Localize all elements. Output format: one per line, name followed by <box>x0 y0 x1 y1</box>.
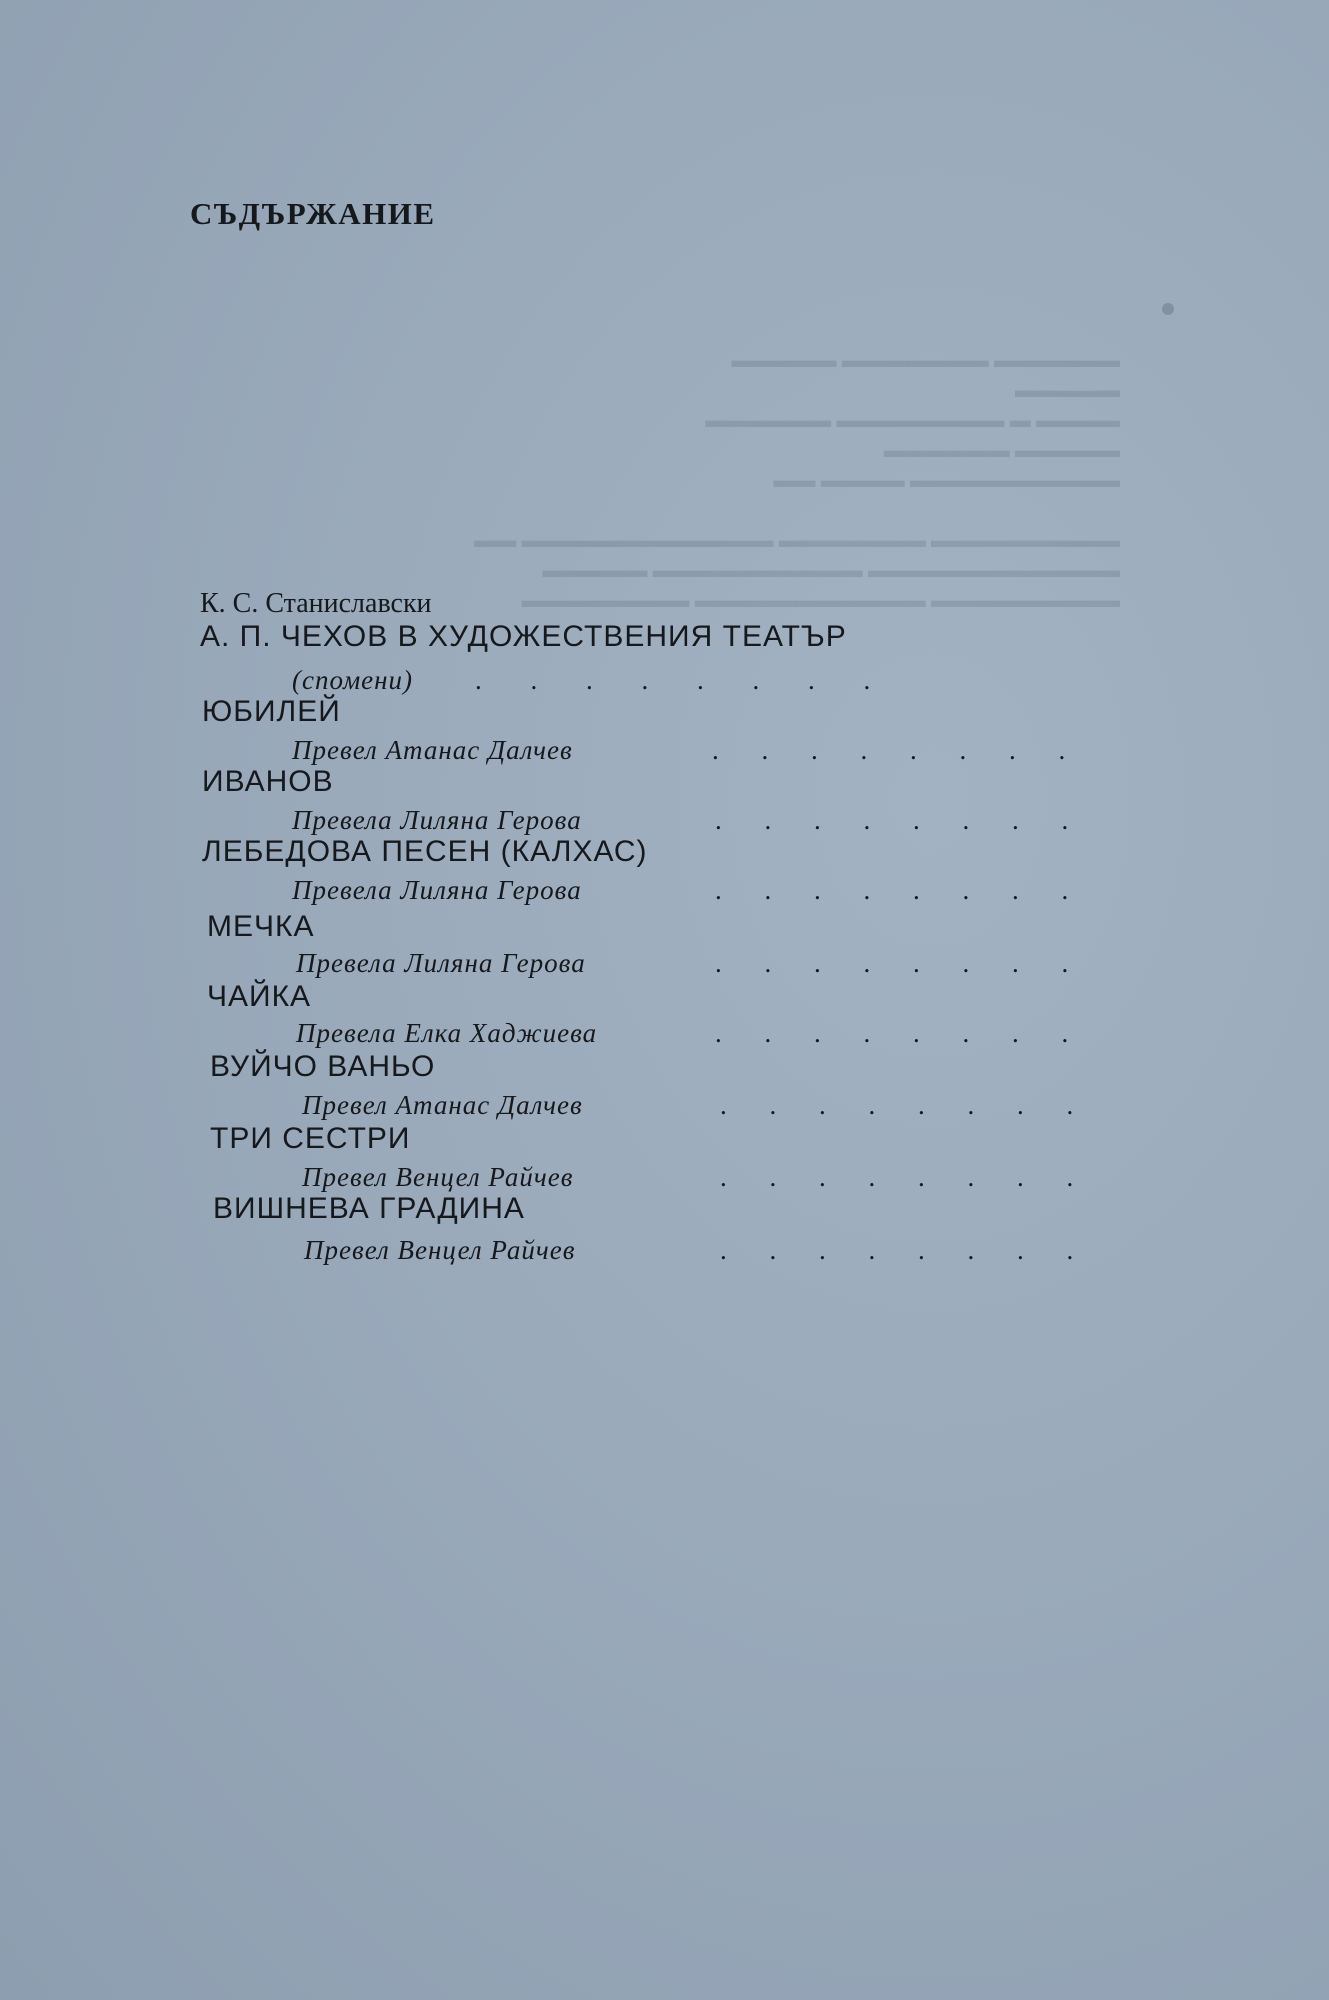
toc-entry-subtitle: Превела Елка Хаджиева <box>296 1018 598 1048</box>
toc-entry-title: МЕЧКА <box>207 910 315 943</box>
toc-leader-dots: . . . . . . . . <box>715 1018 1087 1048</box>
toc-author: К. С. Станиславски <box>200 588 432 619</box>
toc-entry-title: ВИШНЕВА ГРАДИНА <box>213 1192 525 1225</box>
toc-entry-subtitle: Превел Венцел Райчев <box>304 1235 576 1265</box>
toc-leader-dots: . . . . . . . . <box>475 665 892 695</box>
toc-entry-title: ЮБИЛЕЙ <box>202 695 341 728</box>
toc-entry-subtitle: Превел Атанас Далчев <box>292 735 573 765</box>
toc-entry-subtitle: (спомени) <box>292 665 414 695</box>
toc-entry-subtitle: Превела Лиляна Герова <box>296 948 586 978</box>
toc-entry-subtitle: Превел Венцел Райчев <box>302 1162 574 1192</box>
toc-leader-dots: . . . . . . . . <box>715 948 1087 978</box>
toc-leader-dots: . . . . . . . . <box>715 805 1087 835</box>
toc-leader-dots: . . . . . . . . <box>712 735 1084 765</box>
toc-entry-subtitle: Превела Лиляна Герова <box>292 805 582 835</box>
toc-entry-title: ЧАЙКА <box>207 980 312 1013</box>
toc-entry-title: ТРИ СЕСТРИ <box>210 1122 411 1155</box>
page-heading: СЪДЪРЖАНИЕ <box>190 196 436 231</box>
toc-leader-dots: . . . . . . . . <box>720 1090 1092 1120</box>
toc-entry-subtitle: Превел Атанас Далчев <box>302 1090 583 1120</box>
toc-leader-dots: . . . . . . . . <box>720 1162 1092 1192</box>
show-through-text: ▬▬▬▬▬▬ ▬▬▬▬▬▬▬ ▬▬▬▬▬ ▬▬▬▬▬ ▬▬▬▬ ▬ ▬▬▬▬▬▬▬▬ ▬▬▬▬▬▬ ▬▬▬▬▬ ▬▬▬▬▬▬ ▬▬▬▬▬▬▬▬▬▬ ▬▬▬▬ ▬▬ ▬▬▬▬▬▬▬▬▬ ▬▬▬▬▬▬▬ ▬▬▬▬▬▬▬▬▬▬▬▬ ▬▬ ▬▬▬▬▬▬▬▬▬▬▬▬ ▬▬▬▬▬▬▬▬▬▬ ▬▬▬▬▬ ▬▬▬▬▬▬▬▬▬ ▬▬▬▬▬▬▬▬▬▬▬ ▬▬▬▬▬▬▬▬ <box>474 348 1120 612</box>
toc-entry-title: А. П. ЧЕХОВ В ХУДОЖЕСТВЕНИЯ ТЕАТЪР <box>200 620 847 653</box>
toc-entry-title: ИВАНОВ <box>202 765 334 798</box>
toc-entry-subtitle: Превела Лиляна Герова <box>292 875 582 905</box>
toc-leader-dots: . . . . . . . . <box>715 875 1087 905</box>
toc-entry-title: ВУЙЧО ВАНЬО <box>210 1050 436 1083</box>
paper-speck <box>1162 303 1174 315</box>
toc-entry-title: ЛЕБЕДОВА ПЕСЕН (КАЛХАС) <box>202 835 648 868</box>
toc-leader-dots: . . . . . . . . <box>720 1235 1092 1265</box>
